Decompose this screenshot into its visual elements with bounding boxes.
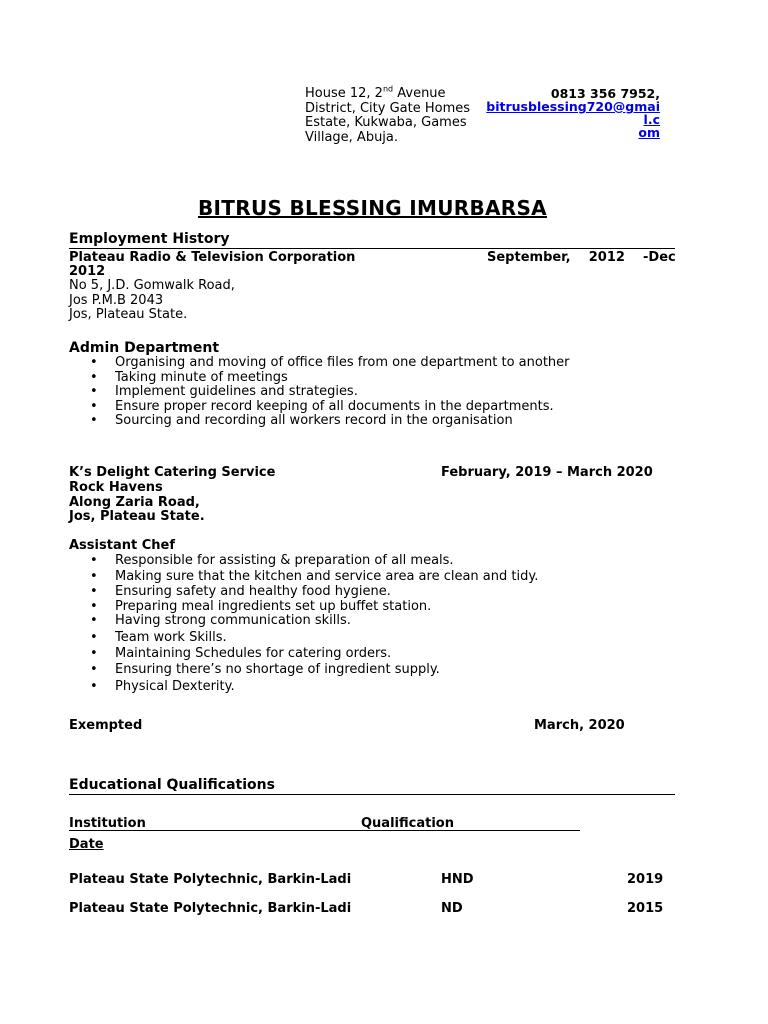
employment-heading: Employment History: [69, 231, 230, 247]
section-rule: [69, 248, 675, 249]
exempted-date: March, 2020: [534, 718, 625, 733]
address-line: No 5, J.D. Gomwalk Road,: [69, 278, 235, 293]
address-line: Estate, Kukwaba, Games: [305, 115, 467, 130]
list-item: • Organising and moving of office files from one department to another: [69, 356, 689, 371]
address-line: House 12, 2nd Avenue: [305, 84, 446, 101]
address-block: [305, 84, 490, 145]
qualification-cell: HND: [441, 872, 474, 887]
phone-number: 0813 356 7952,: [550, 86, 660, 101]
column-header-date: Date: [69, 837, 104, 852]
qualification-cell: ND: [441, 901, 463, 916]
employer-name: Plateau Radio & Television Corporation: [69, 250, 356, 265]
list-item: • Sourcing and recording all workers record in the organisation: [69, 414, 689, 429]
employment-dates-end: 2012: [69, 264, 106, 279]
education-heading: Educational Qualifications: [69, 777, 275, 793]
role-title: Assistant Chef: [69, 538, 175, 553]
address-line: Village, Abuja.: [305, 129, 399, 145]
list-item: • Ensuring safety and healthy food hygiene.: [69, 585, 689, 600]
address-line: Jos, Plateau State.: [69, 307, 188, 322]
address-line: Rock Havens: [69, 480, 163, 495]
list-item: • Having strong communication skills.: [69, 614, 689, 629]
address-line: Along Zaria Road,: [69, 494, 200, 510]
institution-cell: Plateau State Polytechnic, Barkin-Ladi: [69, 901, 352, 916]
employment-dates: September, 2012 -Dec: [487, 250, 676, 265]
date-cell: 2019: [627, 872, 664, 887]
employer-name: K’s Delight Catering Service: [69, 465, 276, 480]
list-item: • Taking minute of meetings: [69, 371, 689, 386]
list-item: • Maintaining Schedules for catering orders.: [69, 646, 689, 662]
list-item: • Team work Skills.: [69, 630, 689, 646]
contact-block: [478, 87, 660, 139]
list-item: • Physical Dexterity.: [69, 679, 689, 695]
institution-cell: Plateau State Polytechnic, Barkin-Ladi: [69, 872, 352, 887]
address-line: Jos, Plateau State.: [69, 509, 205, 524]
employment-dates: February, 2019 – March 2020: [441, 465, 653, 480]
list-item: • Implement guidelines and strategies.: [69, 385, 689, 400]
role-title: Admin Department: [69, 340, 220, 356]
duties-list: [69, 553, 689, 695]
list-item: • Ensuring there’s no shortage of ingredient supply.: [69, 662, 689, 678]
column-header-qualification: Qualification: [361, 817, 580, 831]
duties-list: [69, 356, 689, 429]
employer-address: [69, 481, 205, 525]
date-cell: 2015: [627, 901, 664, 916]
column-header-institution: Institution: [69, 817, 361, 831]
exempted-label: Exempted: [69, 718, 143, 733]
address-line: Jos P.M.B 2043: [69, 292, 164, 308]
section-rule: [69, 794, 675, 795]
list-item: • Responsible for assisting & preparation of all meals.: [69, 553, 689, 568]
address-line: District, City Gate Homes: [305, 100, 471, 116]
list-item: • Making sure that the kitchen and service area are clean and tidy.: [69, 569, 689, 585]
candidate-name: BITRUS BLESSING IMURBARSA: [198, 196, 547, 220]
email-link[interactable]: bitrusblessing720@gmail.c om: [486, 99, 660, 140]
list-item: • Ensure proper record keeping of all documents in the departments.: [69, 400, 689, 415]
employer-address: [69, 279, 235, 323]
list-item: • Preparing meal ingredients set up buffet station.: [69, 600, 689, 615]
